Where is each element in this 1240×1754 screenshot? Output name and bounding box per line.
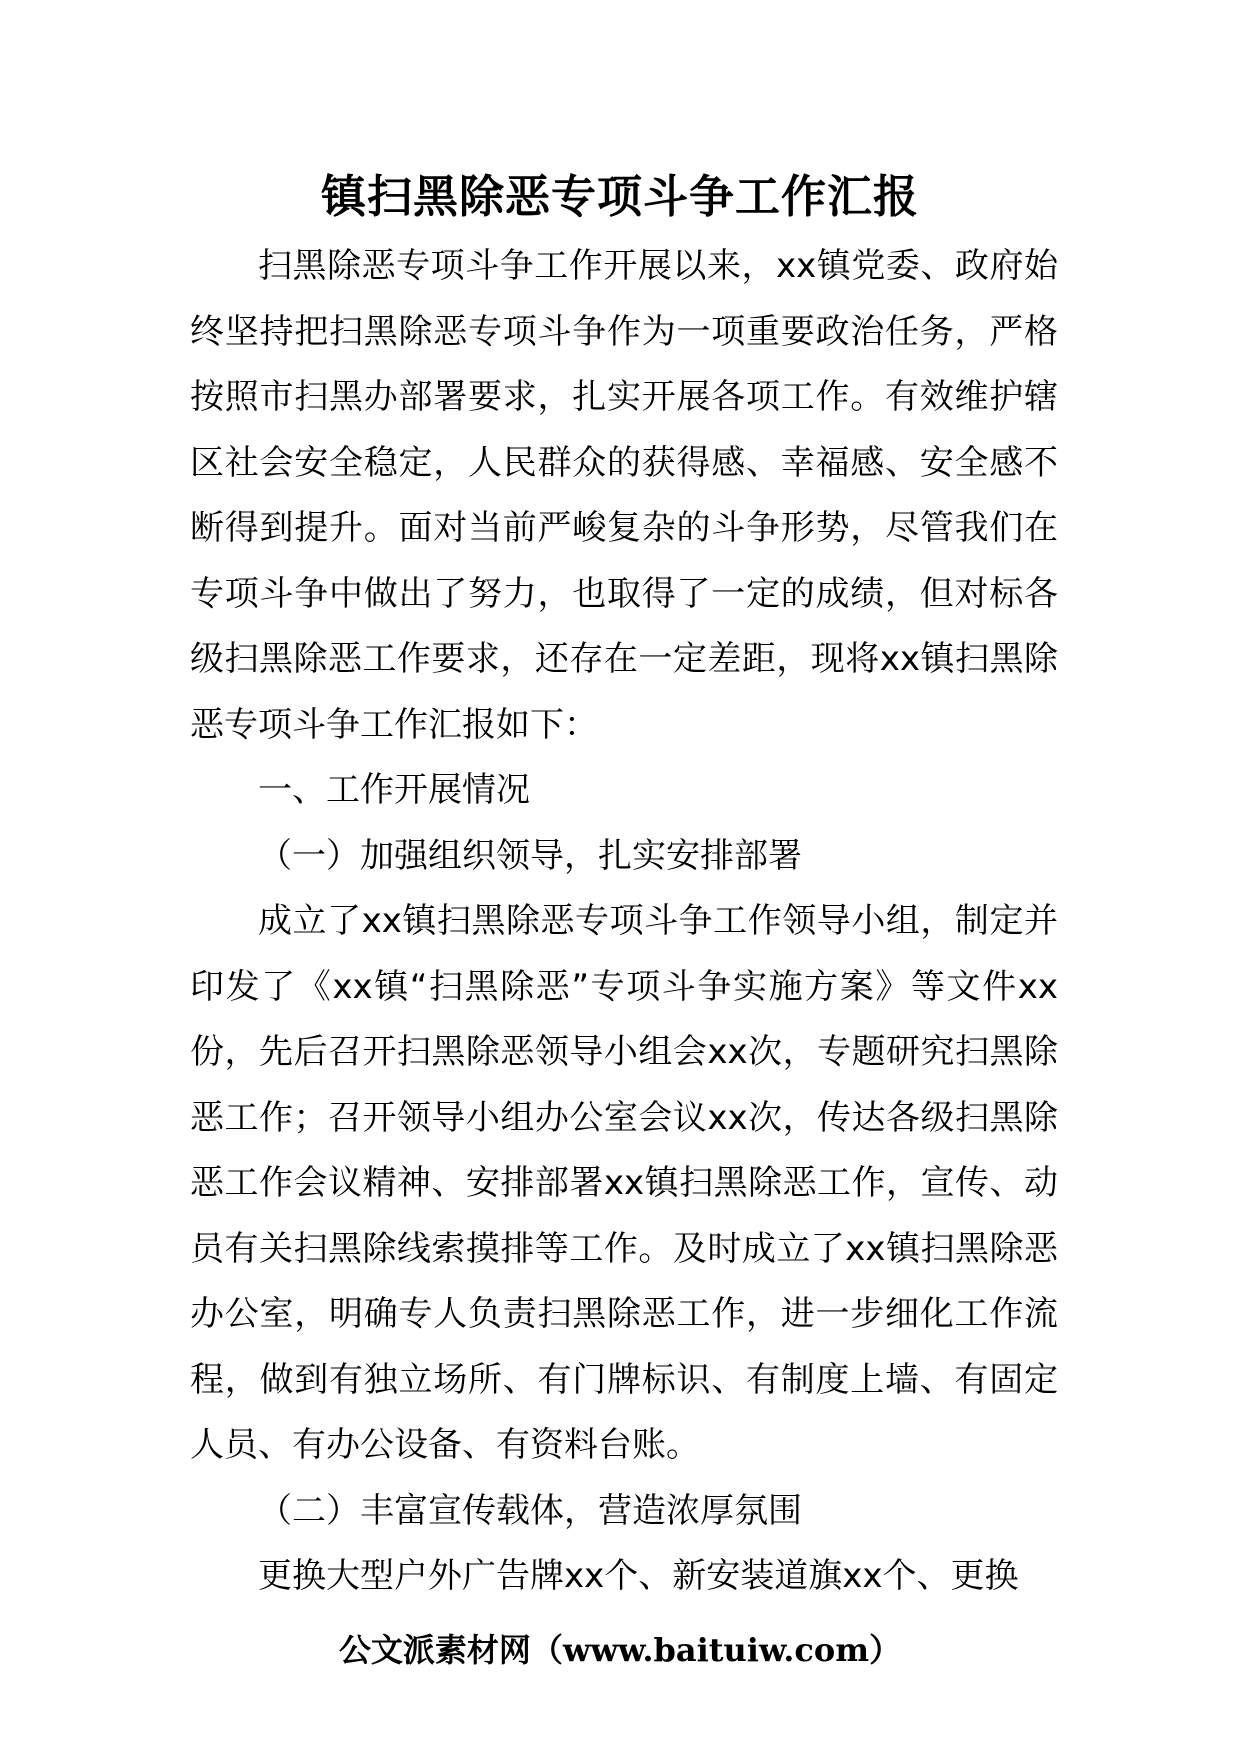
section-heading-1: 一、工作开展情况 bbox=[258, 770, 530, 810]
subsection-heading-1: （一）加强组织领导，扎实安排部署 bbox=[258, 835, 802, 876]
body-paragraph-2: 更换大型户外广告牌xx个、新安装道旗xx个、更换 bbox=[258, 1556, 1019, 1596]
document-body bbox=[190, 234, 1058, 1610]
subsection-heading-2: （二）丰富宣传载体，营造浓厚氛围 bbox=[258, 1490, 802, 1531]
body-paragraph-1: 成立了xx镇扫黑除恶专项斗争工作领导小组，制定并印发了《xx镇“扫黑除恶”专项斗争实施方案》等文件xx份，先后召开扫黑除恶领导小组会xx次，专题研究扫黑除恶工作；召开领导小组办公室会议xx次，传达各级扫黑除恶工作会议精神、安排部署xx镇扫黑除恶工作，宣传、动员有关扫黑除线索摸排等工作。及时成立了xx镇扫黑除恶办公室，明确专人负责扫黑除恶工作，进一步细化工作流程，做到有独立场所、有门牌标识、有制度上墙、有固定人员、有办公设备、有资料台账。 bbox=[190, 901, 1058, 1465]
intro-paragraph: 扫黑除恶专项斗争工作开展以来，xx镇党委、政府始终坚持把扫黑除恶专项斗争作为一项重要政治任务，严格按照市扫黑办部署要求，扎实开展各项工作。有效维护辖区社会安全稳定，人民群众的获得感、幸福感、安全感不断得到提升。面对当前严峻复杂的斗争形势，尽管我们在专项斗争中做出了努力，也取得了一定的成绩，但对标各级扫黑除恶工作要求，还存在一定差距，现将xx镇扫黑除恶专项斗争工作汇报如下： bbox=[190, 246, 1058, 745]
document-title: 镇扫黑除恶专项斗争工作汇报 bbox=[320, 170, 919, 223]
watermark-footer: 公文派素材网（www.baituiw.com） bbox=[338, 1631, 902, 1669]
